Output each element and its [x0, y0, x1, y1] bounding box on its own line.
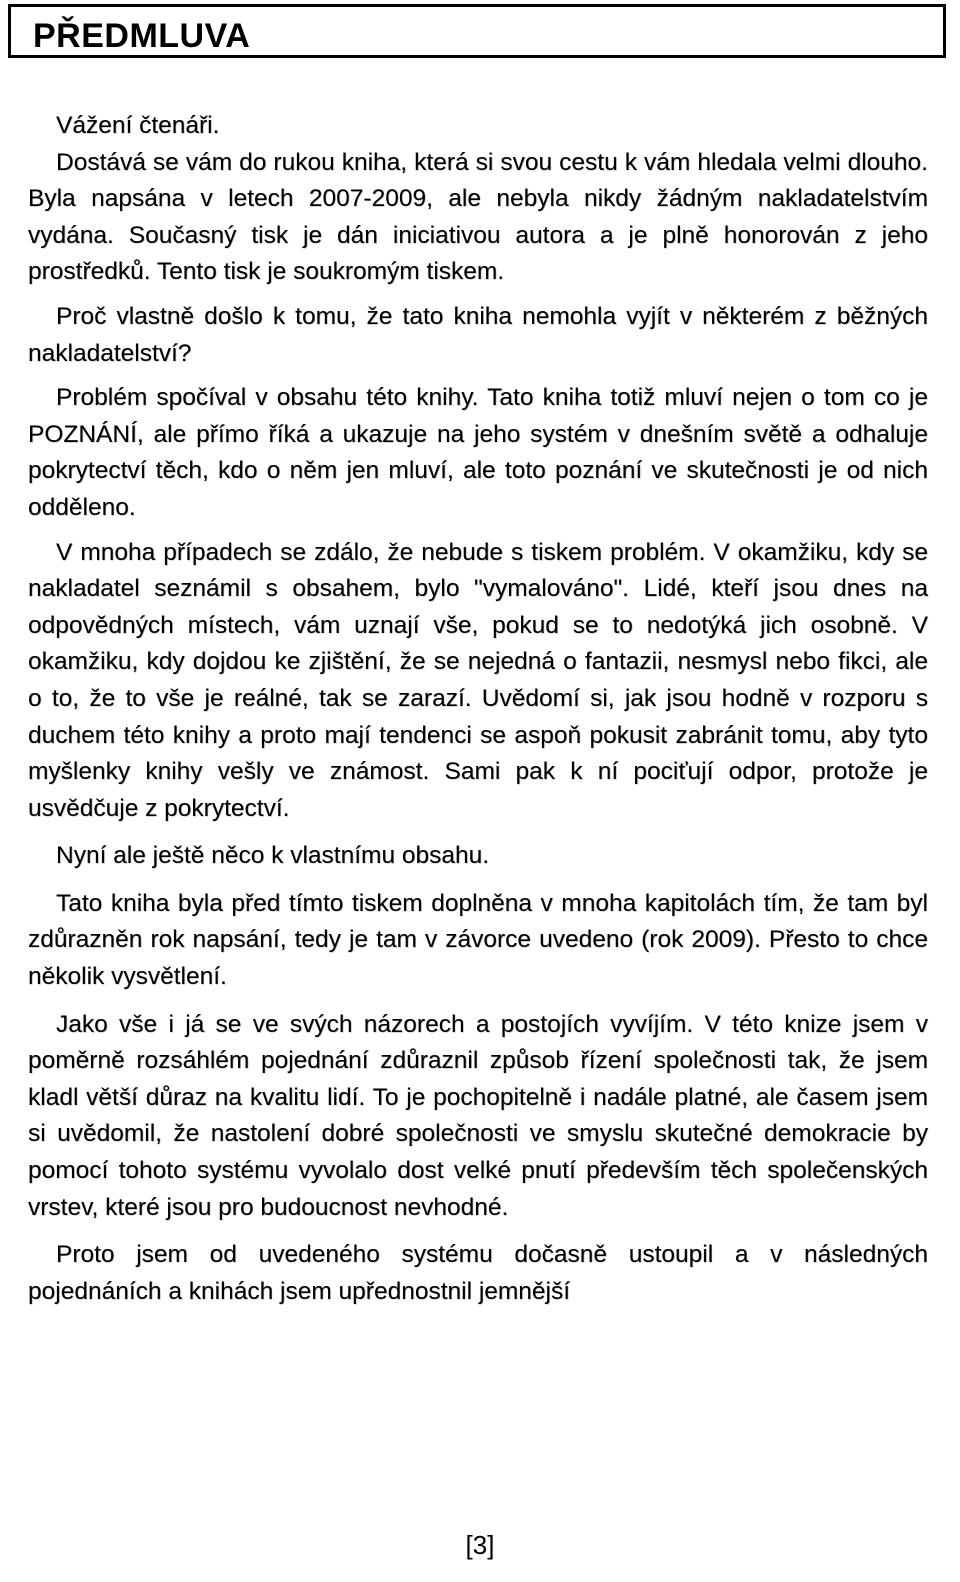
- page-title: PŘEDMLUVA: [33, 17, 251, 55]
- heading-box: [8, 4, 946, 58]
- body-text: [28, 108, 928, 1310]
- paragraph-question: Proč vlastně došlo k tomu, že tato kniha nemohla vyjít v některém z běžných nakladatelství?: [28, 302, 928, 367]
- paragraph-salutation: Vážení čtenáři.: [56, 112, 220, 139]
- paragraph-publishers: V mnoha případech se zdálo, že nebude s tiskem problém. V okamžiku, kdy se nakladatel seznámil s obsahem, bylo "vymalováno". Lidé, kteří jsou dnes na odpovědných místech, vám uznají vše, pokud se to nedotýká jich osobně. V okamžiku, kdy dojdou ke zjištění, že se nejedná o fantazii, nesmysl nebo fikci, ale o to, že to vše je reálné, tak se zarazí. Uvědomí si, jak jsou hodně v rozporu s duchem této knihy a proto mají tendenci se aspoň pokusit zabránit tomu, aby tyto myšlenky knihy vešly ve známost. Sami pak k ní pociťují odpor, protože je usvědčuje z pokrytectví.: [28, 538, 928, 822]
- paragraph-content-intro: Nyní ale ještě něco k vlastnímu obsahu.: [56, 842, 490, 870]
- paragraph-intro: Dostává se vám do rukou kniha, která si svou cestu k vám hledala velmi dlouho. Byla napsána v letech 2007-2009, ale nebyla nikdy žádným nakladatelstvím vydána. Současný tisk je dán iniciativou autora a je plně honorován z jeho prostředků. Tento tisk je soukromým tiskem.: [28, 148, 928, 286]
- paragraph-continuation: Proto jsem od uvedeného systému dočasně ustoupil a v následných pojednáních a knihách jsem upřednostnil jemnější: [28, 1241, 928, 1305]
- paragraph-additions: Tato kniha byla před tímto tiskem doplněna v mnoha kapitolách tím, že tam byl zdůrazněn rok napsání, tedy je tam v závorce uvedeno (rok 2009). Přesto to chce několik vysvětlení.: [28, 889, 928, 991]
- paragraph-development: Jako vše i já se ve svých názorech a postojích vyvíjím. V této knize jsem v poměrně rozsáhlém pojednání zdůraznil způsob řízení společnosti tak, že jsem kladl větší důraz na kvalitu lidí. To je pochopitelně i nadále platné, ale časem jsem si uvědomil, že nastolení dobré společnosti ve smyslu skutečné demokracie by pomocí tohoto systému vyvolalo dost velké pnutí především těch společenských vrstev, které jsou pro budoucnost nevhodné.: [28, 1010, 928, 1221]
- paragraph-problem: Problém spočíval v obsahu této knihy. Tato kniha totiž mluví nejen o tom co je POZNÁNÍ, ale přímo říká a ukazuje na jeho systém v dnešním světě a odhaluje pokrytectví těch, kdo o něm jen mluví, ale toto poznání ve skutečnosti je od nich odděleno.: [28, 384, 928, 521]
- page-number: [3]: [465, 1530, 495, 1560]
